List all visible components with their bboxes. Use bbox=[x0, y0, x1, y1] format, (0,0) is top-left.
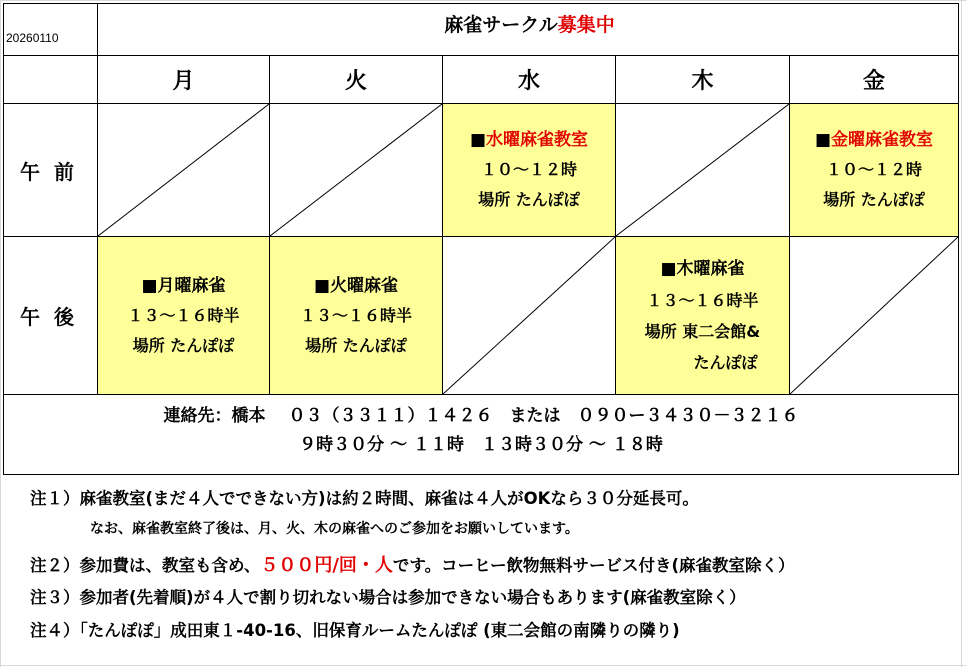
period-label-am[interactable]: 午前 bbox=[3, 104, 98, 237]
diagonal-line bbox=[98, 104, 269, 236]
class-name: ■木曜麻雀 bbox=[660, 258, 745, 279]
diagonal-line bbox=[790, 237, 958, 394]
page-title: 麻雀サークル募集中 bbox=[444, 14, 615, 36]
empty-cell-pm-wed[interactable] bbox=[443, 237, 616, 395]
class-place: 場所 たんぽぽ bbox=[132, 335, 235, 355]
empty-cell-am-tue[interactable] bbox=[270, 104, 443, 237]
class-name: ■水曜麻雀教室 bbox=[469, 130, 589, 150]
class-time: １３～１６時半 bbox=[299, 305, 412, 325]
day-header-thu[interactable]: 木 bbox=[616, 56, 790, 104]
contact-info bbox=[3, 402, 959, 460]
class-time: １３～１６時半 bbox=[646, 290, 759, 310]
date-label: 20260110 bbox=[6, 31, 59, 45]
class-time: １０～１２時 bbox=[825, 160, 922, 179]
day-header-fri[interactable]: 金 bbox=[790, 56, 959, 104]
note-4: 注４）「たんぽぽ」成田東１-40-16、旧保育ルームたんぽぽ (東二会館の南隣りの隣り) bbox=[30, 621, 680, 640]
contact-phones: 連絡先：橋本 ０３（３３１１）１４２６ または ０９０ー３４３０－３２１６ bbox=[163, 406, 799, 426]
class-cell-am-fri[interactable] bbox=[790, 104, 959, 237]
class-place: 場所 たんぽぽ bbox=[478, 190, 580, 209]
day-header-mon[interactable]: 月 bbox=[98, 56, 270, 104]
class-time: １０～１２時 bbox=[480, 160, 577, 179]
class-name: ■月曜麻雀 bbox=[141, 275, 226, 296]
class-cell-pm-tue[interactable] bbox=[270, 237, 443, 395]
fee-highlight: ５００円/回・人 bbox=[260, 555, 393, 576]
class-cell-am-wed[interactable] bbox=[443, 104, 616, 237]
class-place: 場所 東二会館& bbox=[644, 321, 761, 341]
class-place: 場所 たんぽぽ bbox=[305, 335, 407, 355]
empty-cell-pm-fri[interactable] bbox=[790, 237, 959, 395]
sheet-gridline bbox=[0, 0, 966, 1]
note-1-sub: なお、麻雀教室終了後は、月、火、木の麻雀へのご参加をお願いしています。 bbox=[90, 521, 579, 537]
contact-hours: ９時３０分 ～ １１時 １３時３０分 ～ １８時 bbox=[299, 435, 663, 455]
class-cell-pm-mon[interactable] bbox=[98, 237, 270, 395]
class-time: １３～１６時半 bbox=[127, 305, 240, 325]
class-name: ■火曜麻雀 bbox=[313, 275, 399, 296]
empty-cell-am-thu[interactable] bbox=[616, 104, 790, 237]
diagonal-line bbox=[443, 237, 615, 394]
class-name: ■金曜麻雀教室 bbox=[814, 130, 934, 150]
note-3: 注３）参加者(先着順)が４人で割り切れない場合は参加できない場合もあります(麻雀教室除く） bbox=[30, 588, 746, 607]
note-2: 注２）参加費は、教室も含め、５００円/回・人です。コーヒー飲物無料サービス付き(麻雀教室除く） bbox=[30, 555, 795, 576]
sheet-gridline bbox=[0, 0, 1, 667]
sheet-gridline bbox=[961, 0, 962, 667]
day-header-tue[interactable]: 火 bbox=[270, 56, 443, 104]
note-1: 注１）麻雀教室(まだ４人でできない方)は約２時間、麻雀は４人がOKなら３０分延長可。 bbox=[30, 489, 699, 508]
class-cell-pm-thu[interactable] bbox=[616, 237, 790, 395]
sheet-gridline bbox=[0, 665, 966, 666]
day-header-wed[interactable]: 水 bbox=[443, 56, 616, 104]
corner-cell[interactable] bbox=[3, 56, 98, 104]
class-place: 場所 たんぽぽ bbox=[823, 190, 925, 209]
class-place-2: たんぽぽ bbox=[693, 352, 758, 372]
empty-cell-am-mon[interactable] bbox=[98, 104, 270, 237]
date-cell[interactable] bbox=[3, 3, 98, 56]
period-label-pm[interactable]: 午後 bbox=[3, 237, 98, 395]
diagonal-line bbox=[270, 104, 442, 236]
diagonal-line bbox=[616, 104, 789, 236]
